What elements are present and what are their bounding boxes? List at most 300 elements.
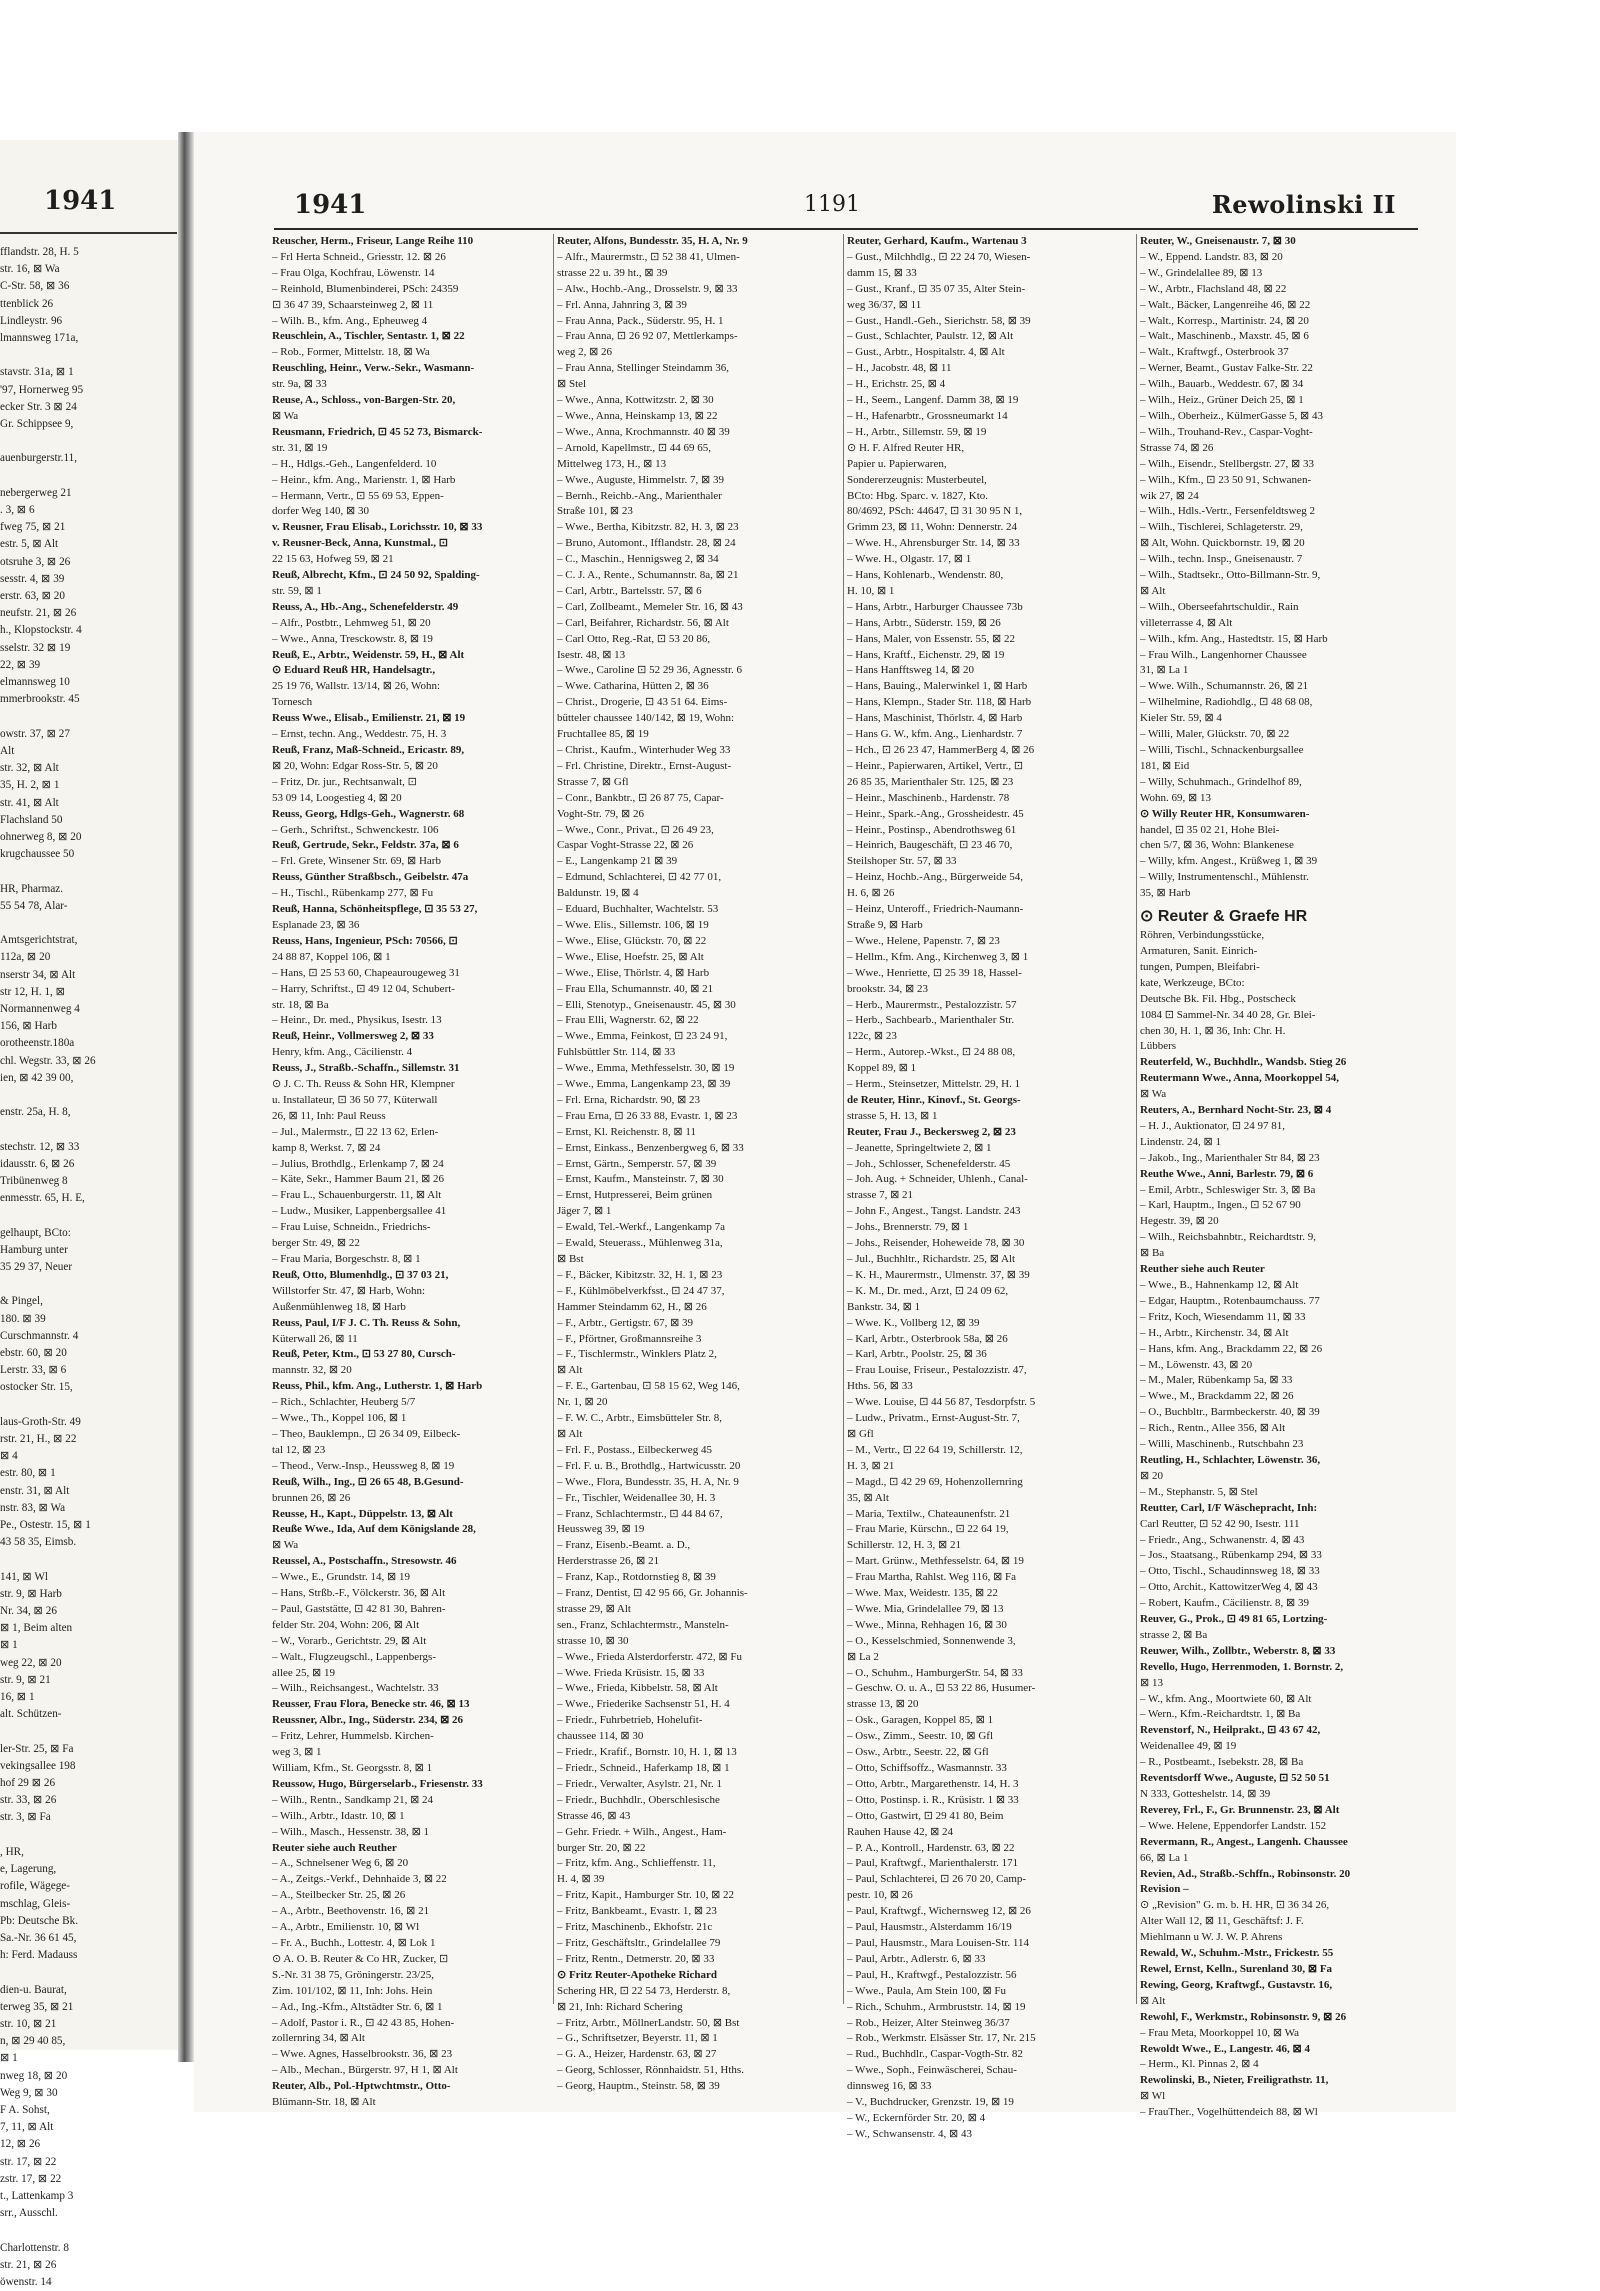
entry-line: ⊠ Wl [1140,2090,1166,2103]
entry-line: – Herm., Steinsetzer, Mittelstr. 29, H. 1 [847,1078,1021,1091]
left-page-line [0,863,175,880]
left-page-line: stechstr. 12, ⊠ 33 [0,1140,80,1153]
entry-line: Straße 101, ⊠ 23 [557,505,633,518]
entry-line: ⊠ Alt [557,1364,583,1377]
entry-line: – Wwe. Elis., Sillemstr. 106, ⊠ 19 [557,918,709,931]
entry-line: – Fritz, Geschäftsltr., Grindelallee 79 [557,1936,721,1949]
entry-line: – A., Arbtr., Emilienstr. 10, ⊠ Wl [272,1921,420,1934]
entry-heading: ⊙ Eduard Reuß HR, Handelsagtr., [272,664,436,677]
left-page-line [0,433,175,450]
entry-line: – Georg, Schlosser, Rönnhaidstr. 51, Hths. [557,2064,744,2077]
entry-line: – Wwe., Caroline ⊡ 52 29 36, Agnesstr. 6 [557,664,742,677]
entry-line: – Willi, Maschinenb., Rutschbahn 23 [1140,1438,1304,1451]
left-page-line: orotheenstr.180a [0,1037,75,1050]
entry-line: Isestr. 48, ⊠ 13 [557,648,626,661]
entry-line: – Wilh., Oberheiz., KülmerGasse 5, ⊠ 43 [1140,409,1324,422]
entry-line: Jäger 7, ⊠ 1 [557,1205,612,1218]
entry-line: tal 12, ⊠ 23 [272,1443,326,1456]
entry-line: – Frau Anna, Pack., Süderstr. 95, H. 1 [557,314,724,327]
entry-line: – Wwe., Flora, Bundesstr. 35, H. A, Nr. 9 [557,1475,739,1488]
entry-line: – Wilh., Stadtsekr., Otto-Billmann-Str. 9, [1140,569,1321,582]
entry-line: str. 18, ⊠ Ba [272,998,329,1011]
left-page-line: lmannsweg 171a, [0,332,79,345]
entry-line: – Hans, Maler, von Essenstr. 55, ⊠ 22 [847,632,1015,645]
entry-line: Voght-Str. 79, ⊠ 26 [557,807,644,820]
entry-line: – Frl. F. u. B., Brothdlg., Hartwicusstr. 20 [557,1459,741,1472]
entry-line: Esplanade 23, ⊠ 36 [272,918,360,931]
entry-line: – Rich., Rentn., Allee 356, ⊠ Alt [1140,1422,1286,1435]
entry-line: – Willy, kfm. Angest., Krüßweg 1, ⊠ 39 [1140,855,1318,868]
entry-line: – Fritz, Rentn., Detmerstr. 20, ⊠ 33 [557,1952,715,1965]
entry-line: – Ernst, Kaufm., Mansteinstr. 7, ⊠ 30 [557,1173,724,1186]
left-page-line: neufstr. 21, ⊠ 26 [0,607,77,620]
book-gutter [178,132,194,2062]
left-page-line [0,708,175,725]
entry-line: – Gust., Milchhdlg., ⊡ 22 24 70, Wiesen- [847,250,1031,263]
entry-line: bütteler chaussee 140/142, ⊠ 19, Wohn: [557,712,735,725]
left-page-line: estr. 5, ⊠ Alt [0,538,59,551]
entry-line: ⊠ La 2 [847,1650,879,1663]
left-page-line [0,1723,175,1740]
entry-line: – Hans, kfm. Ang., Brackdamm 22, ⊠ 26 [1140,1342,1323,1355]
entry-line: – Julius, Brothdlg., Erlenkamp 7, ⊠ 24 [272,1157,444,1170]
entry-heading: Reuß, E., Arbtr., Weidenstr. 59, H., ⊠ Alt [272,648,465,661]
page-year: 1941 [294,190,367,220]
entry-line: – Willy, Instrumentenschl., Mühlenstr. [1140,871,1309,884]
entry-line: – Wwe. Wilh., Schumannstr. 26, ⊠ 21 [1140,680,1309,693]
entry-line: zollernring 34, ⊠ Alt [272,2032,365,2045]
left-page-line: Lerstr. 33, ⊠ 6 [0,1364,67,1377]
entry-line: u. Installateur, ⊡ 36 50 77, Küterwall [272,1093,438,1106]
entry-line: 22 15 63, Hofweg 59, ⊠ 21 [272,553,394,566]
entry-line: damm 15, ⊠ 33 [847,266,917,279]
entry-line: ⊠ Wa [1140,1088,1167,1101]
left-page-line: gelhaupt, BCto: [0,1226,71,1239]
entry-line: Koppel 89, ⊠ 1 [847,1062,917,1075]
entry-heading: Reuss Wwe., Elisab., Emilienstr. 21, ⊠ 19 [272,712,466,725]
entry-line: – Hans, Klempn., Stader Str. 118, ⊠ Harb [847,696,1032,709]
entry-line: – Alb., Mechan., Bürgerstr. 97, H 1, ⊠ Alt [272,2064,458,2077]
left-page-line [0,2222,175,2239]
entry-heading: Reuß, Franz, Maß-Schneid., Ericastr. 89, [272,744,465,756]
left-page-line [0,1121,175,1138]
left-page-text [0,244,175,2291]
left-page-line: 35 29 37, Neuer [0,1260,73,1273]
entry-line: – F. E., Gartenbau, ⊡ 58 15 62, Weg 146, [557,1380,740,1393]
entry-line: – Wwe. Louise, ⊡ 44 56 87, Tesdorpfstr. 5 [847,1396,1036,1409]
entry-line: – Heinr., Dr. med., Physikus, Isestr. 13 [272,1014,442,1027]
entry-heading: Reuß, Albrecht, Kfm., ⊡ 24 50 92, Spalding- [272,569,480,582]
entry-line: – Hans Hanfftsweg 14, ⊠ 20 [847,664,974,677]
entry-line: – Paul, Hausmstr., Alsterdamm 16/19 [847,1921,1012,1934]
entry-line: Küterwall 26, ⊠ 11 [272,1332,358,1345]
entry-heading: Reussel, A., Postschaffn., Stresowstr. 46 [272,1555,457,1568]
entry-line: – Hans, Kohlenarb., Wendenstr. 80, [847,569,1004,582]
entry-heading: Reuter, Alfons, Bundesstr. 35, H. A, Nr. 9 [557,235,748,247]
left-page-line: auenburgerstr.11, [0,452,78,465]
entry-line: – Otto, Tischl., Schaudinnsweg 18, ⊠ 33 [1140,1565,1320,1578]
left-page-line: '97, Hornerweg 95 [0,383,84,396]
left-page-line: krugchaussee 50 [0,848,75,861]
entry-line: – Karl, Arbtr., Osterbrook 58a, ⊠ 26 [847,1332,1008,1345]
directory-column-2 [557,234,833,2093]
entry-line: – Ernst, Gärtn., Semperstr. 57, ⊠ 39 [557,1157,717,1170]
entry-line: – Paul, Kraftwgf., Wichernsweg 12, ⊠ 26 [847,1905,1031,1918]
entry-line: – Wwe., Elise, Glückstr. 70, ⊠ 22 [557,934,707,947]
left-page-line: str. 17, ⊠ 22 [0,2155,57,2168]
left-page-line: rofile, Wägege- [0,1880,70,1893]
left-page-line: mschlag, Gleis- [0,1897,71,1910]
entry-line: – Edgar, Hauptm., Rotenbaumchauss. 77 [1140,1294,1320,1307]
entry-line: ⊠ 20, Wohn: Edgar Ross-Str. 5, ⊠ 20 [272,759,438,772]
entry-heading: Reutermann Wwe., Anna, Moorkoppel 54, [1140,1072,1340,1085]
entry-line: William, Kfm., St. Georgsstr. 8, ⊠ 1 [272,1762,433,1774]
column-divider [1136,234,1137,2004]
entry-line: – Wilh., kfm. Ang., Hastedtstr. 15, ⊠ Harb [1140,632,1328,645]
entry-line: H. 3, ⊠ 21 [847,1459,895,1472]
entry-line: dinnsweg 16, ⊠ 33 [847,2080,932,2093]
left-page-line: alt. Schützen- [0,1708,62,1721]
entry-line: – R., Postbeamt., Isebekstr. 28, ⊠ Ba [1140,1756,1304,1769]
entry-line: BCto: Hbg. Sparc. v. 1827, Kto. [847,489,989,502]
entry-line: – Harry, Schriftst., ⊡ 49 12 04, Schubert- [272,982,455,995]
entry-line: – Frl. Christine, Direktr., Ernst-August- [557,759,732,772]
entry-line: – Reinhold, Blumenbinderei, PSch: 24359 [272,282,459,295]
entry-line: – Mart. Grünw., Methfesselstr. 64, ⊠ 19 [847,1555,1024,1568]
advertisement-heading: ⊙ Reuter & Graefe HR [1140,908,1308,926]
entry-line: – Osw., Arbtr., Seestr. 22, ⊠ Gfl [847,1746,989,1759]
entry-line: – Wwe., Anna, Krochmannstr. 40 ⊠ 39 [557,425,730,438]
entry-line: – Wilh., Oberseefahrtschuldir., Rain [1140,600,1299,613]
entry-line: – Frau Anna, Stellinger Steindamm 36, [557,362,730,375]
entry-line: – Wilh., Reichsangest., Wachtelstr. 33 [272,1682,439,1695]
entry-line: – John F., Angest., Tangst. Landstr. 243 [847,1205,1021,1218]
entry-line: – Wwe., Frieda, Kibbelstr. 58, ⊠ Alt [557,1682,718,1695]
entry-line: ⊠ Alt, Wohn. Quickbornstr. 19, ⊠ 20 [1140,537,1305,550]
entry-line: – Fritz, Koch, Wiesendamm 11, ⊠ 33 [1140,1310,1306,1323]
entry-line: ⊙ A. O. B. Reuter & Co HR, Zucker, ⊡ [272,1952,449,1965]
entry-line: Blümann-Str. 18, ⊠ Alt [272,2096,376,2109]
entry-line: – Frau Anna, ⊡ 26 92 07, Mettlerkamps- [557,330,738,343]
entry-line: ⊙ H. F. Alfred Reuter HR, [847,441,965,454]
entry-line: – A., Steilbecker Str. 25, ⊠ 26 [272,1889,406,1902]
left-page-line: , HR, [0,1845,24,1858]
entry-heading: Rewohl, F., Werkmstr., Robinsonstr. 9, ⊠ 26 [1140,2010,1347,2023]
entry-line: H. 10, ⊠ 1 [847,584,895,597]
entry-line: – Frau Luise, Schneidn., Friedrichs- [272,1221,431,1234]
entry-line: ⊠ Stel [557,378,587,391]
entry-line: Kieler Str. 59, ⊠ 4 [1140,712,1222,725]
entry-line: Baldunstr. 19, ⊠ 4 [557,887,639,900]
entry-line: – Fritz, Kapit., Hamburger Str. 10, ⊠ 22 [557,1889,735,1902]
entry-line: – Willi, Maler, Glückstr. 70, ⊠ 22 [1140,728,1290,741]
entry-line: Heussweg 39, ⊠ 19 [557,1523,645,1536]
entry-line: 31, ⊠ La 1 [1140,664,1189,677]
entry-heading: Revien, Ad., Straßb.-Schffn., Robinsonstr. 20 [1140,1867,1351,1880]
entry-line: – Ludw., Privatm., Ernst-August-Str. 7, [847,1412,1020,1425]
entry-line: Hegestr. 39, ⊠ 20 [1140,1215,1219,1228]
entry-line: – A., Arbtr., Beethovenstr. 16, ⊠ 21 [272,1905,430,1918]
directory-column-1 [272,234,548,2109]
entry-line: – Wilh. B., kfm. Ang., Epheuweg 4 [272,314,428,327]
entry-line: – Wwe., E., Grundstr. 14, ⊠ 19 [272,1571,410,1584]
entry-line: berger Str. 49, ⊠ 22 [272,1237,360,1250]
entry-line: – Frau Martha, Rahlst. Weg 116, ⊠ Fa [847,1571,1017,1584]
left-page-line: nstr. 83, ⊠ Wa [0,1501,66,1514]
entry-line: – Gust., Schlachter, Paulstr. 12, ⊠ Alt [847,330,1014,343]
entry-line: – Otto, Arbtr., Margarethenstr. 14, H. 3 [847,1777,1019,1790]
entry-line: – Heinr., Postinsp., Abendrothsweg 61 [847,823,1017,836]
entry-line: 26 85 35, Marienthaler Str. 125, ⊠ 23 [847,775,1014,788]
entry-heading: ⊙ Fritz Reuter-Apotheke Richard [557,1968,718,1981]
entry-line: – Wwe., Auguste, Himmelstr. 7, ⊠ 39 [557,473,724,486]
entry-line: – Rich., Schlachter, Heuberg 5/7 [272,1396,416,1409]
entry-heading: de Reuter, Hinr., Kinovf., St. Georgs- [847,1093,1021,1106]
entry-line: Strasse 46, ⊠ 43 [557,1809,631,1822]
left-page-line: Gr. Schippsee 9, [0,418,74,431]
column-divider [843,234,844,2004]
entry-line: – Wwe., B., Hahnenkamp 12, ⊠ Alt [1140,1279,1299,1291]
entry-line: – Käte, Sekr., Hammer Baum 21, ⊠ 26 [272,1173,445,1186]
entry-heading: Reuterfeld, W., Buchhdlr., Wandsb. Stieg 26 [1140,1056,1347,1069]
entry-line: strasse 2, ⊠ Ba [1140,1628,1208,1641]
entry-line: – M., Maler, Rübenkamp 5a, ⊠ 33 [1140,1374,1293,1387]
entry-line: ⊠ Wa [272,1539,299,1552]
entry-line: strasse 29, ⊠ Alt [557,1602,631,1615]
entry-line: brookstr. 34, ⊠ 23 [847,982,929,995]
entry-line: kate, Werkzeuge, BCto: [1140,976,1245,989]
entry-line: – Emil, Arbtr., Schleswiger Str. 3, ⊠ Ba [1140,1183,1316,1196]
right-page [194,132,1456,2140]
entry-line: – W., Vorarb., Gerichtstr. 29, ⊠ Alt [272,1634,427,1647]
entry-line: – Magd., ⊡ 42 29 69, Hohenzollernring [847,1475,1023,1488]
entry-line: – Herm., Autorep.-Wkst., ⊡ 24 88 08, [847,1046,1016,1059]
left-page-line: Lindleystr. 96 [0,314,63,327]
left-page-line: laus-Groth-Str. 49 [0,1415,81,1428]
entry-line: – Fritz, Dr. jur., Rechtsanwalt, ⊡ [272,775,417,788]
entry-heading: Reuter, Gerhard, Kaufm., Wartenau 3 [847,235,1027,247]
entry-line: – Frau Meta, Moorkoppel 10, ⊠ Wa [1140,2026,1300,2039]
left-page-line: Pe., Ostestr. 15, ⊠ 1 [0,1519,91,1532]
left-page-line: enstr. 31, ⊠ Alt [0,1484,70,1497]
entry-line: strasse 10, ⊠ 30 [557,1634,629,1647]
entry-line: – Rob., Heizer, Alter Steinweg 36/37 [847,2016,1010,2029]
entry-heading: ⊙ Willy Reuter HR, Konsumwaren- [1140,807,1310,820]
entry-line: 122c, ⊠ 23 [847,1030,897,1043]
entry-line: – O., Schuhm., HamburgerStr. 54, ⊠ 33 [847,1666,1023,1679]
left-page-line: 12, ⊠ 26 [0,2138,41,2151]
entry-line: ⊠ Bst [557,1253,584,1265]
entry-line: – G., Schriftsetzer, Beyerstr. 11, ⊠ 1 [557,2032,718,2045]
entry-line: – Wwe. Frieda Krüsistr. 15, ⊠ 33 [557,1666,705,1679]
entry-line: Strasse 7, ⊠ Gfl [557,775,629,788]
left-page-line: t., Lattenkamp 3 [0,2189,74,2202]
entry-heading: Reusse, H., Kapt., Düppelstr. 13, ⊠ Alt [272,1507,453,1520]
entry-line: – H., Jacobstr. 48, ⊠ 11 [847,362,952,375]
entry-line: – F., Bäcker, Kibitzstr. 32, H. 1, ⊠ 23 [557,1268,723,1281]
left-page-line: srr., Ausschl. [0,2207,58,2220]
left-page-line: 43 58 35, Eimsb. [0,1536,77,1549]
entry-line: – Wilh., Arbtr., Idastr. 10, ⊠ 1 [272,1809,405,1822]
left-page-line: str 12, H. 1, ⊠ [0,985,66,998]
entry-line: Steilshoper Str. 57, ⊠ 33 [847,855,957,868]
entry-line: – Hans G. W., kfm. Ang., Lienhardstr. 7 [847,728,1023,741]
left-page-line: Sa.-Nr. 36 61 45, [0,1931,77,1944]
entry-line: Außenmühlenweg 18, ⊠ Harb [272,1300,406,1313]
entry-line: – Frau Louise, Friseur., Pestalozzistr. 47, [847,1364,1027,1377]
entry-line: – K. H., Maurermstr., Ulmenstr. 37, ⊠ 39 [847,1268,1030,1281]
entry-heading: v. Reusner-Beck, Anna, Kunstmal., ⊡ [272,537,448,550]
entry-line: – Wwe., Paula, Am Stein 100, ⊠ Fu [847,1984,1007,1997]
entry-line: – Wilh., Reichsbahnbtr., Reichardtstr. 9, [1140,1231,1316,1244]
entry-heading: Rewolinski, B., Nieter, Freiligrathstr. 11, [1140,2074,1329,2087]
entry-line: – Carl, Arbtr., Bartelsstr. 57, ⊠ 6 [557,584,702,597]
entry-line: – Frau Ella, Schumannstr. 40, ⊠ 21 [557,982,714,995]
entry-line: Tornesch [272,696,313,709]
left-page-line: str. 21, ⊠ 26 [0,2258,57,2271]
entry-heading: Reuß, Wilh., Ing., ⊡ 26 65 48, B.Gesund- [272,1475,464,1488]
entry-line: – Wilh., Eisendr., Stellbergstr. 27, ⊠ 33 [1140,457,1314,470]
entry-line: – Karl, Hauptm., Ingen., ⊡ 52 67 90 [1140,1199,1301,1212]
left-page-line: ohnerweg 8, ⊠ 20 [0,830,82,843]
entry-heading: Rewald, W., Schuhm.-Mstr., Frickestr. 55 [1140,1947,1334,1960]
entry-line: mannstr. 32, ⊠ 20 [272,1364,352,1377]
entry-line: – Otto, Archit., KattowitzerWeg 4, ⊠ 43 [1140,1581,1318,1594]
entry-line: – W., Schwansenstr. 4, ⊠ 43 [847,2127,973,2140]
entry-line: – Ernst, techn. Ang., Weddestr. 75, H. 3 [272,728,447,741]
entry-line: H. 4, ⊠ 39 [557,1873,605,1886]
entry-line: – Jos., Staatsang., Rübenkamp 294, ⊠ 33 [1140,1549,1322,1562]
left-page-line: öwenstr. 14 [0,2275,52,2288]
entry-line: – Franz, Eisenb.-Beamt. a. D., [557,1539,691,1552]
entry-line: – Ludw., Musiker, Lappenbergsallee 41 [272,1205,447,1218]
entry-line: – Frau Olga, Kochfrau, Löwenstr. 14 [272,266,435,279]
left-page-line [0,1397,175,1414]
entry-line: – M., Vertr., ⊡ 22 64 19, Schillerstr. 12, [847,1443,1023,1456]
entry-line: str. 9a, ⊠ 33 [272,378,327,391]
entry-line: – Edmund, Schlachterei, ⊡ 42 77 01, [557,871,722,884]
entry-line: – H., Erichstr. 25, ⊠ 4 [847,378,946,391]
entry-line: – Wilh., Heiz., Grüner Deich 25, ⊠ 1 [1140,394,1304,407]
entry-heading: Reuter, Frau J., Beckersweg 2, ⊠ 23 [847,1125,1016,1138]
entry-line: – Herm., Kl. Pinnas 2, ⊠ 4 [1140,2058,1259,2071]
entry-line: – Wilh., Kfm., ⊡ 23 50 91, Schwanen- [1140,473,1312,486]
entry-line: – Jul., Buchhltr., Richardstr. 25, ⊠ Alt [847,1253,1016,1265]
entry-line: – Otto, Gastwirt, ⊡ 29 41 80, Beim [847,1809,1004,1822]
left-page-line: 180. ⊠ 39 [0,1312,46,1325]
entry-heading: Reuter, W., Gneisenaustr. 7, ⊠ 30 [1140,235,1296,247]
directory-column-3 [847,234,1123,2140]
entry-line: – Rob., Former, Mittelstr. 18, ⊠ Wa [272,346,430,359]
left-page-line: Weg 9, ⊠ 30 [0,2086,58,2099]
entry-line: Schering HR, ⊡ 22 54 73, Herderstr. 8, [557,1984,731,1997]
entry-line: – Wwe., Helene, Papenstr. 7, ⊠ 23 [847,934,1000,947]
entry-line: – Wwe., Friederike Sachsenstr 51, H. 4 [557,1698,730,1711]
entry-line: ⊙ J. C. Th. Reuss & Sohn HR, Klempner [272,1078,455,1091]
entry-line: – Wwe., Henriette, ⊡ 25 39 18, Hassel- [847,966,1022,979]
entry-line: – H., Arbtr., Sillemstr. 59, ⊠ 19 [847,425,987,438]
entry-heading: Reussow, Hugo, Bürgerselarb., Friesenstr. 33 [272,1777,483,1790]
entry-line: – Paul, Arbtr., Adlerstr. 6, ⊠ 33 [847,1952,986,1965]
entry-line: – W., Grindelallee 89, ⊠ 13 [1140,266,1263,279]
entry-line: – E., Langenkamp 21 ⊠ 39 [557,855,678,868]
entry-line: Carl Reutter, ⊡ 52 42 90, Isestr. 111 [1140,1517,1300,1530]
entry-line: – V., Buchdrucker, Grenzstr. 19, ⊠ 19 [847,2096,1014,2109]
entry-line: Lübbers [1140,1040,1177,1053]
left-page-line: str. 3, ⊠ Fa [0,1811,51,1824]
left-page-line: fweg 75, ⊠ 21 [0,521,66,534]
entry-line: – Gust., Kranf., ⊡ 35 07 35, Alter Stein- [847,282,1026,295]
entry-line: – O., Buchbltr., Barmbeckerstr. 40, ⊠ 39 [1140,1406,1320,1419]
entry-heading: Reuther siehe auch Reuter [1140,1263,1265,1276]
entry-line: – G. A., Heizer, Hardenstr. 63, ⊠ 27 [557,2048,717,2061]
entry-line: – Carl, Beifahrer, Richardstr. 56, ⊠ Alt [557,616,729,629]
left-page-line: ⊠ 1 [0,2052,18,2065]
left-page-line [0,1276,175,1293]
entry-line: – Osw., Zimm., Seestr. 10, ⊠ Gfl [847,1730,993,1743]
entry-heading: Reuter siehe auch Reuther [272,1841,397,1854]
entry-line: – H. J., Auktionator, ⊡ 24 97 81, [1140,1119,1286,1132]
entry-line: – Wwe., Bertha, Kibitzstr. 82, H. 3, ⊠ 23 [557,521,739,534]
left-page-line: Normannenweg 4 [0,1002,80,1015]
left-page-line: str. 10, ⊠ 21 [0,2017,57,2030]
entry-line: – Hermann, Vertr., ⊡ 55 69 53, Eppen- [272,489,444,502]
entry-line: – Wwe., Minna, Rehhagen 16, ⊠ 30 [847,1618,1007,1631]
entry-line: – Walt., Flugzeugschl., Lappenbergs- [272,1650,436,1663]
entry-line: – Heinz, Hochb.-Ang., Bürgerweide 54, [847,871,1024,884]
entry-line: – Alw., Hochb.-Ang., Drosselstr. 9, ⊠ 33 [557,282,738,295]
entry-line: Willstorfer Str. 47, ⊠ Harb, Wohn: [272,1284,426,1297]
entry-line: Mittelweg 173, H., ⊠ 13 [557,457,667,470]
left-page-line: Tribünenweg 8 [0,1174,68,1187]
entry-line: – C. J. A., Rente., Schumannstr. 8a, ⊠ 21 [557,569,739,582]
entry-heading: Reuthe Wwe., Anni, Barlestr. 79, ⊠ 6 [1140,1167,1314,1180]
left-page-line: HR, Pharmaz. [0,882,64,895]
page-number: 1191 [804,192,860,217]
entry-line: S.-Nr. 31 38 75, Gröningerstr. 23/25, [272,1968,434,1981]
entry-line: str. 31, ⊠ 19 [272,441,328,454]
entry-line: – F., Kühlmöbelverkfsst., ⊡ 24 47 37, [557,1284,725,1297]
entry-line: – Walt., Korresp., Martinistr. 24, ⊠ 20 [1140,314,1309,327]
entry-line: – Hans, Maschinist, Thörlstr. 4, ⊠ Harb [847,712,1023,725]
left-page-line: 141, ⊠ Wl [0,1570,49,1583]
left-page-line [0,468,175,485]
entry-line: ⊠ 13 [1140,1676,1163,1689]
entry-line: kamp 8, Werkst. 7, ⊠ 24 [272,1141,381,1154]
entry-line: 35, ⊠ Alt [847,1491,889,1504]
entry-heading: Reuß, Heinr., Vollmersweg 2, ⊠ 33 [272,1030,434,1043]
left-page-line: str. 16, ⊠ Wa [0,263,60,276]
entry-line: – Wwe., Emma, Langenkamp 23, ⊠ 39 [557,1078,731,1091]
entry-line: Deutsche Bk. Fil. Hbg., Postscheck [1140,992,1296,1005]
entry-line: allee 25, ⊠ 19 [272,1666,335,1679]
entry-line: ⊡ 36 47 39, Schaarsteinweg 2, ⊠ 11 [272,298,434,311]
entry-line: Henry, kfm. Ang., Cäcilienstr. 4 [272,1046,413,1059]
entry-line: ⊠ Wa [272,409,299,422]
entry-line: chaussee 114, ⊠ 30 [557,1730,644,1743]
entry-line: Papier u. Papierwaren, [847,457,947,470]
entry-line: – Adolf, Pastor i. R., ⊡ 42 43 85, Hohen- [272,2016,455,2029]
entry-line: – Wilh., Bauarb., Weddestr. 67, ⊠ 34 [1140,378,1304,391]
left-page-line: elmannsweg 10 [0,676,70,689]
entry-line: – Friedr., Fuhrbetrieb, Hohelufit- [557,1714,703,1727]
entry-line: – Jul., Malermstr., ⊡ 22 13 62, Erlen- [272,1125,439,1138]
entry-line: – Wwe. Mia, Grindelallee 79, ⊠ 13 [847,1602,1004,1615]
entry-line: – Christ., Drogerie, ⊡ 43 51 64. Eims- [557,696,728,709]
entry-line: – Otto, Postinsp. i. R., Krüsistr. 1 ⊠ 33 [847,1793,1019,1806]
entry-line: – H., Hafenarbtr., Grossneumarkt 14 [847,409,1008,422]
entry-line: – Paul, Schlachterei, ⊡ 26 70 20, Camp- [847,1873,1027,1886]
